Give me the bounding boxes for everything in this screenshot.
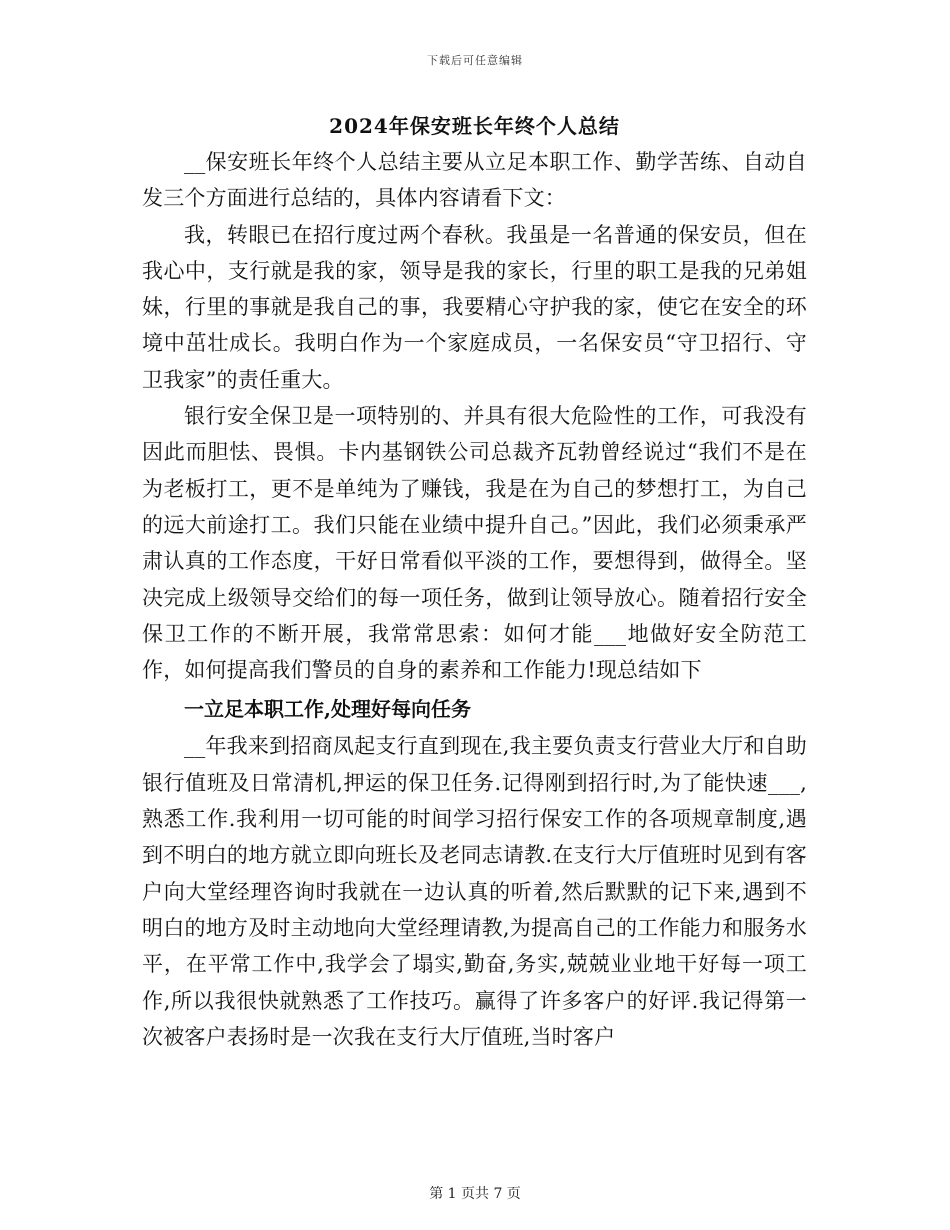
paragraph-intro: __保安班长年终个人总结主要从立足本职工作、勤学苦练、自动自发三个方面进行总结的，具体内容请看下文：: [142, 150, 807, 211]
paragraph-1: 我，转眼已在招行度过两个春秋。我虽是一名普通的保安员，但在我心中，支行就是我的家，领导是我的家长，行里的职工是我的兄弟姐妹，行里的事就是我自己的事，我要精心守护我的家，使它在安全的环境中茁壮成长。我明白作为一个家庭成员，一名保安员“守卫招行、守卫我家”的责任重大。: [142, 222, 807, 392]
paragraph-2: 银行安全保卫是一项特别的、并具有很大危险性的工作，可我没有因此而胆怯、畏惧。卡内基钢铁公司总裁齐瓦勃曾经说过“我们不是在为老板打工，更不是单纯为了赚钱，我是在为自己的梦想打工，为自己的远大前途打工。我们只能在业绩中提升自己。”因此，我们必须秉承严肃认真的工作态度，干好日常看似平淡的工作，要想得到，做得全。坚决完成上级领导交给们的每一项任务，做到让领导放心。随着招行安全保卫工作的不断开展，我常常思索：如何才能___地做好安全防范工作，如何提高我们警员的自身的素养和工作能力!现总结如下: [142, 404, 807, 683]
document-title: 2024年保安班长年终个人总结: [329, 114, 620, 138]
section-heading: 一立足本职工作,处理好每向任务: [184, 697, 471, 722]
page-header-note: 下载后可任意编辑: [427, 54, 523, 67]
page-number: 第 1 页共 7 页: [429, 1186, 521, 1202]
document-body: [142, 108, 807, 1055]
section-paragraph: __年我来到招商凤起支行直到现在,我主要负责支行营业大厅和自助银行值班及日常清机,押运的保卫任务.记得刚到招行时,为了能快速___,熟悉工作.我利用一切可能的时间学习招行保安工作的各项规章制度,遇到不明白的地方就立即向班长及老同志请教.在支行大厅值班时见到有客户向大堂经理咨询时我就在一边认真的听着,然后默默的记下来,遇到不明白的地方及时主动地向大堂经理请教,为提高自己的工作能力和服务水平，在平常工作中,我学会了塌实,勤奋,务实,兢兢业业地干好每一项工作,所以我很快就熟悉了工作技巧。赢得了许多客户的好评.我记得第一次被客户表扬时是一次我在支行大厅值班,当时客户: [142, 734, 807, 1049]
